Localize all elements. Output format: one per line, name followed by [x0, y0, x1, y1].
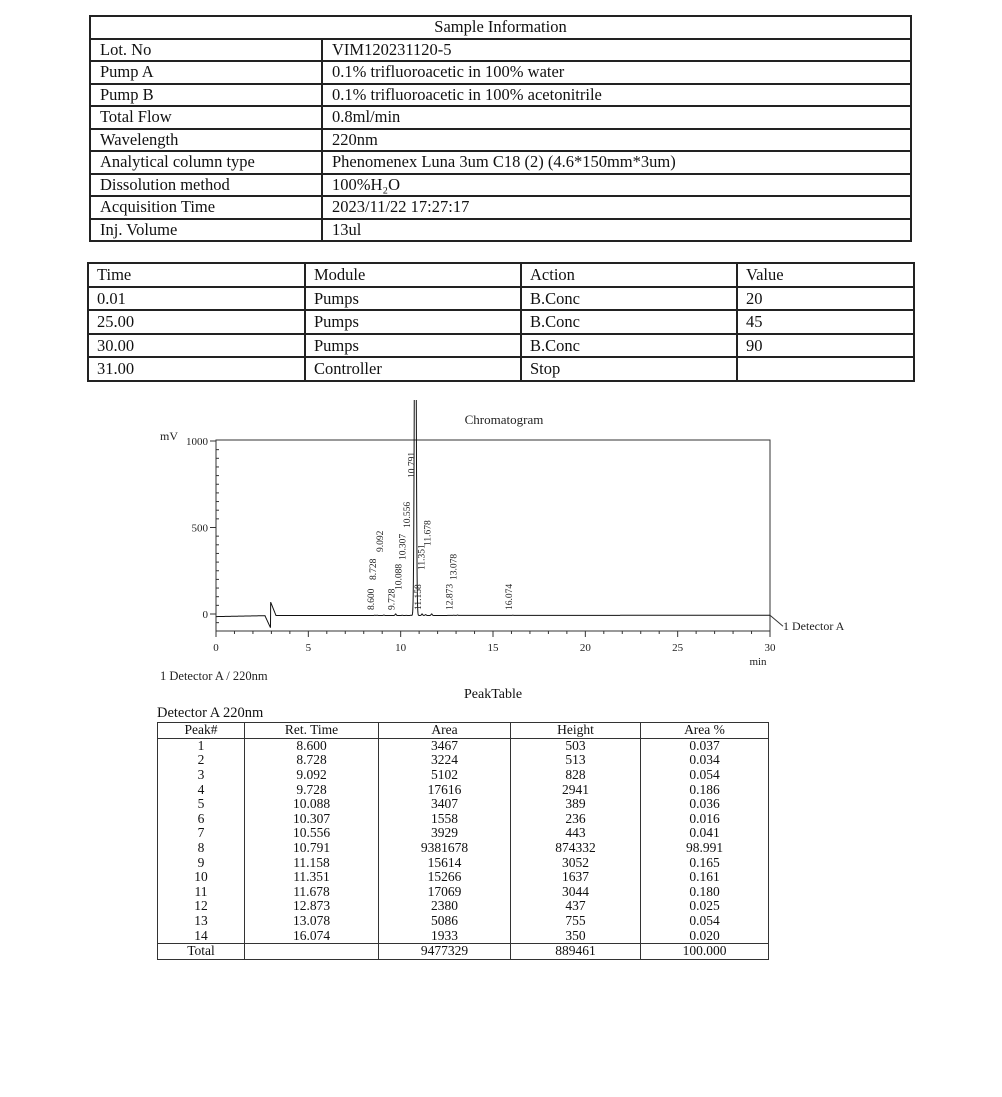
peak-total-cell [245, 943, 379, 959]
gradient-row [88, 357, 914, 381]
peak-total-cell: 100.000 [641, 943, 769, 959]
peak-cell: 8.600 [245, 738, 379, 753]
y-unit-label: mV [160, 429, 178, 443]
peak-table-title: PeakTable [464, 687, 523, 702]
gradient-cell: 31.00 [88, 357, 305, 381]
peak-cell: 3052 [511, 855, 641, 870]
gradient-cell: Stop [521, 357, 737, 381]
info-value: 2023/11/22 17:27:17 [322, 196, 911, 219]
peak-cell: 12 [158, 899, 245, 914]
x-tick-label: 10 [395, 642, 407, 654]
gradient-cell: Controller [305, 357, 521, 381]
plot-frame [216, 440, 770, 631]
gradient-cell: 25.00 [88, 310, 305, 334]
peak-time-label: 11.351 [417, 544, 428, 570]
peak-cell: 9381678 [379, 841, 511, 856]
info-row [90, 129, 911, 152]
gradient-header-cell: Module [305, 263, 521, 287]
y-tick-label: 500 [191, 522, 208, 535]
peak-row [158, 812, 769, 827]
gradient-row [88, 310, 914, 334]
peak-row [158, 870, 769, 885]
peak-cell: 0.054 [641, 914, 769, 929]
peak-total-cell: Total [158, 943, 245, 959]
peak-time-label: 8.728 [369, 558, 380, 580]
peak-cell: 8 [158, 841, 245, 856]
peak-cell: 0.037 [641, 738, 769, 753]
peak-cell: 16.074 [245, 928, 379, 943]
info-key: Pump A [90, 61, 322, 84]
peak-cell: 503 [511, 738, 641, 753]
gradient-cell: Pumps [305, 287, 521, 311]
gradient-cell: 20 [737, 287, 914, 311]
peak-time-label: 10.307 [398, 533, 409, 560]
gradient-cell: B.Conc [521, 287, 737, 311]
gradient-header-cell: Time [88, 263, 305, 287]
peak-cell: 1 [158, 738, 245, 753]
trace-end-marker [770, 615, 783, 626]
peak-cell: 7 [158, 826, 245, 841]
info-value: 100%H₂O [322, 174, 911, 197]
peak-cell: 15266 [379, 870, 511, 885]
peak-cell: 828 [511, 768, 641, 783]
peak-cell: 10.556 [245, 826, 379, 841]
info-row [90, 39, 911, 62]
peak-cell: 0.034 [641, 753, 769, 768]
peak-cell: 0.161 [641, 870, 769, 885]
peak-cell: 9.728 [245, 782, 379, 797]
peak-cell: 12.873 [245, 899, 379, 914]
info-value: 0.1% trifluoroacetic in 100% water [322, 61, 911, 84]
peak-cell: 11 [158, 885, 245, 900]
gradient-cell: B.Conc [521, 334, 737, 358]
x-tick-label: 20 [579, 642, 591, 654]
peak-cell: 6 [158, 812, 245, 827]
peak-cell: 0.016 [641, 812, 769, 827]
peak-cell: 0.041 [641, 826, 769, 841]
peak-header-cell: Peak# [158, 723, 245, 739]
peak-time-label: 13.078 [449, 553, 460, 580]
gradient-header-row [88, 263, 914, 287]
info-key: Inj. Volume [90, 219, 322, 242]
info-key: Total Flow [90, 106, 322, 129]
peak-row [158, 885, 769, 900]
sample-information-title: Sample Information [90, 16, 911, 39]
peak-cell: 0.036 [641, 797, 769, 812]
peak-total-cell: 9477329 [379, 943, 511, 959]
info-row [90, 174, 911, 197]
peak-cell: 389 [511, 797, 641, 812]
info-value: Phenomenex Luna 3um C18 (2) (4.6*150mm*3um) [322, 151, 911, 174]
peak-cell: 2 [158, 753, 245, 768]
peak-cell: 350 [511, 928, 641, 943]
info-key: Lot. No [90, 39, 322, 62]
peak-time-label: 10.556 [402, 501, 413, 528]
peak-row [158, 738, 769, 753]
peak-header-row [158, 723, 769, 739]
gradient-cell: 0.01 [88, 287, 305, 311]
peak-time-label: 16.074 [504, 583, 515, 610]
gradient-header-cell: Action [521, 263, 737, 287]
peak-time-label: 12.873 [445, 583, 456, 610]
x-tick-label: 15 [487, 642, 499, 654]
peak-cell: 9 [158, 855, 245, 870]
info-value: 0.8ml/min [322, 106, 911, 129]
peak-row [158, 899, 769, 914]
peak-cell: 10 [158, 870, 245, 885]
peak-table [157, 722, 769, 960]
x-tick-label: 25 [672, 642, 684, 654]
info-row [90, 151, 911, 174]
peak-cell: 874332 [511, 841, 641, 856]
peak-cell: 1637 [511, 870, 641, 885]
peak-cell: 2941 [511, 782, 641, 797]
peak-cell: 11.351 [245, 870, 379, 885]
gradient-cell: 30.00 [88, 334, 305, 358]
peak-row [158, 855, 769, 870]
peak-cell: 11.678 [245, 885, 379, 900]
info-row [90, 196, 911, 219]
peak-time-label: 10.088 [394, 563, 405, 590]
peak-cell: 10.088 [245, 797, 379, 812]
peak-total-row [158, 943, 769, 959]
peak-cell: 0.180 [641, 885, 769, 900]
gradient-header-cell: Value [737, 263, 914, 287]
peak-time-label: 8.600 [366, 588, 377, 610]
peak-header-cell: Height [511, 723, 641, 739]
peak-cell: 8.728 [245, 753, 379, 768]
info-key: Acquisition Time [90, 196, 322, 219]
peak-cell: 5086 [379, 914, 511, 929]
peak-cell: 3467 [379, 738, 511, 753]
peak-cell: 5102 [379, 768, 511, 783]
chart-caption: 1 Detector A / 220nm [160, 669, 268, 683]
peak-header-cell: Ret. Time [245, 723, 379, 739]
peak-cell: 513 [511, 753, 641, 768]
x-tick-label: 5 [305, 642, 312, 654]
peak-time-label: 9.728 [387, 588, 398, 610]
info-row [90, 84, 911, 107]
sample-information-table [89, 15, 912, 242]
info-value: VIM120231120-5 [322, 39, 911, 62]
peak-time-label: 11.678 [423, 520, 434, 546]
info-value: 220nm [322, 129, 911, 152]
peak-cell: 17616 [379, 782, 511, 797]
gradient-cell: 90 [737, 334, 914, 358]
peak-cell: 98.991 [641, 841, 769, 856]
peak-cell: 13.078 [245, 914, 379, 929]
gradient-program-table [87, 262, 915, 382]
info-row [90, 219, 911, 242]
peak-cell: 3044 [511, 885, 641, 900]
peak-row [158, 782, 769, 797]
gradient-cell: Pumps [305, 310, 521, 334]
info-key: Dissolution method [90, 174, 322, 197]
peak-cell: 443 [511, 826, 641, 841]
peak-table-caption: Detector A 220nm [157, 705, 264, 721]
peak-cell: 0.165 [641, 855, 769, 870]
peak-header-cell: Area [379, 723, 511, 739]
peak-cell: 10.307 [245, 812, 379, 827]
peak-header-cell: Area % [641, 723, 769, 739]
peak-cell: 0.025 [641, 899, 769, 914]
peak-cell: 13 [158, 914, 245, 929]
peak-cell: 15614 [379, 855, 511, 870]
info-value: 0.1% trifluoroacetic in 100% acetonitrile [322, 84, 911, 107]
info-value: 13ul [322, 219, 911, 242]
peak-cell: 3 [158, 768, 245, 783]
peak-row [158, 797, 769, 812]
info-key: Analytical column type [90, 151, 322, 174]
peak-cell: 1933 [379, 928, 511, 943]
peak-cell: 10.791 [245, 841, 379, 856]
info-row [90, 61, 911, 84]
trace-label: 1 Detector A [783, 619, 845, 634]
chromatogram-chart [0, 400, 1002, 690]
peak-cell: 0.020 [641, 928, 769, 943]
peak-cell: 9.092 [245, 768, 379, 783]
x-unit-label: min [749, 656, 767, 668]
peak-row [158, 914, 769, 929]
peak-cell: 236 [511, 812, 641, 827]
peak-cell: 0.054 [641, 768, 769, 783]
info-key: Wavelength [90, 129, 322, 152]
peak-cell: 3224 [379, 753, 511, 768]
peak-cell: 5 [158, 797, 245, 812]
gradient-row [88, 287, 914, 311]
peak-cell: 755 [511, 914, 641, 929]
peak-cell: 1558 [379, 812, 511, 827]
peak-cell: 0.186 [641, 782, 769, 797]
x-tick-label: 30 [764, 642, 776, 654]
chart-title: Chromatogram [464, 412, 544, 427]
gradient-row [88, 334, 914, 358]
gradient-cell: 45 [737, 310, 914, 334]
peak-cell: 14 [158, 928, 245, 943]
gradient-cell [737, 357, 914, 381]
peak-total-cell: 889461 [511, 943, 641, 959]
info-key: Pump B [90, 84, 322, 107]
peak-row [158, 826, 769, 841]
peak-cell: 3929 [379, 826, 511, 841]
peak-cell: 437 [511, 899, 641, 914]
gradient-cell: B.Conc [521, 310, 737, 334]
peak-time-label: 11.158 [414, 584, 425, 610]
peak-cell: 17069 [379, 885, 511, 900]
peak-cell: 11.158 [245, 855, 379, 870]
y-tick-label: 1000 [186, 436, 208, 448]
peak-cell: 2380 [379, 899, 511, 914]
x-tick-label: 0 [213, 642, 219, 654]
y-tick-label: 0 [202, 609, 208, 621]
peak-time-label: 10.791 [407, 451, 418, 478]
peak-row [158, 841, 769, 856]
info-row [90, 106, 911, 129]
chromatogram-trace [216, 400, 770, 628]
peak-row [158, 753, 769, 768]
peak-cell: 4 [158, 782, 245, 797]
peak-row [158, 928, 769, 943]
peak-time-label: 9.092 [375, 530, 386, 552]
peak-row [158, 768, 769, 783]
peak-cell: 3407 [379, 797, 511, 812]
gradient-cell: Pumps [305, 334, 521, 358]
